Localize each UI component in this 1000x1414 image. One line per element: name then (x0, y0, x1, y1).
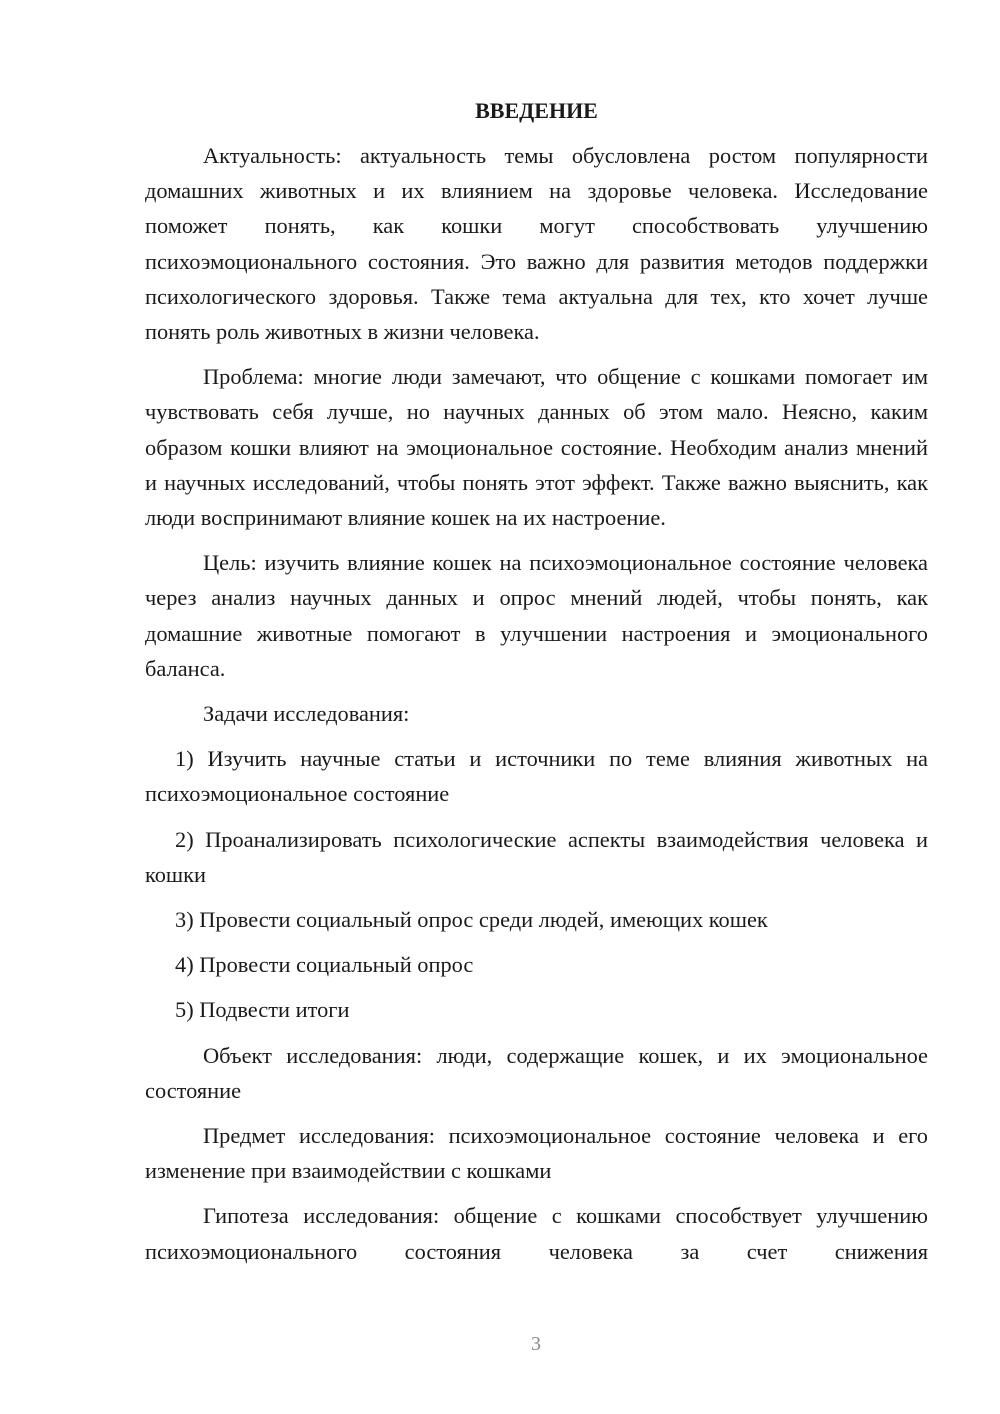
page-title: ВВЕДЕНИЕ (475, 98, 598, 123)
page-number: 3 (531, 1333, 541, 1355)
object-paragraph: Объект исследования: люди, содержащие кошек, и их эмоциональное состояние (145, 1042, 928, 1103)
relevance-paragraph: Актуальность: актуальность темы обусловлена ростом популярности домашних животных и их влиянием на здоровье человека. Исследование поможет понять, как кошки могут способствовать улучшению психоэмоционального состояния. Это важно для развития методов поддержки психологического здоровья. Также тема актуальна для тех, кто хочет лучше понять роль животных в жизни человека. (145, 143, 928, 345)
list-item: 2) Проанализировать психологические аспекты взаимодействия человека и кошки (145, 826, 928, 887)
problem-paragraph: Проблема: многие люди замечают, что общение с кошками помогает им чувствовать себя лучше, но научных данных об этом мало. Неясно, каким образом кошки влияют на эмоциональное состояние. Необходим анализ мнений и научных исследований, чтобы понять этот эффект. Также важно выяснить, как люди воспринимают влияние кошек на их настроение. (145, 364, 928, 531)
document-page (145, 93, 928, 1269)
hypothesis-paragraph: Гипотеза исследования: общение с кошками способствует улучшению психоэмоционального состояния человека за счет снижения (145, 1203, 928, 1264)
tasks-list (145, 741, 928, 1027)
list-item: 4) Провести социальный опрос (175, 952, 474, 978)
subject-paragraph: Предмет исследования: психоэмоциональное состояние человека и его изменение при взаимодействии с кошками (145, 1123, 928, 1184)
list-item: 1) Изучить научные статьи и источники по теме влияния животных на психоэмоциональное состояние (145, 746, 928, 807)
list-item: 3) Провести социальный опрос среди людей, имеющих кошек (175, 907, 768, 933)
list-item: 5) Подвести итоги (175, 997, 350, 1023)
goal-paragraph: Цель: изучить влияние кошек на психоэмоциональное состояние человека через анализ научных данных и опрос мнений людей, чтобы понять, как домашние животные помогают в улучшении настроения и эмоционального баланса. (145, 550, 928, 681)
tasks-heading: Задачи исследования: (203, 701, 410, 727)
